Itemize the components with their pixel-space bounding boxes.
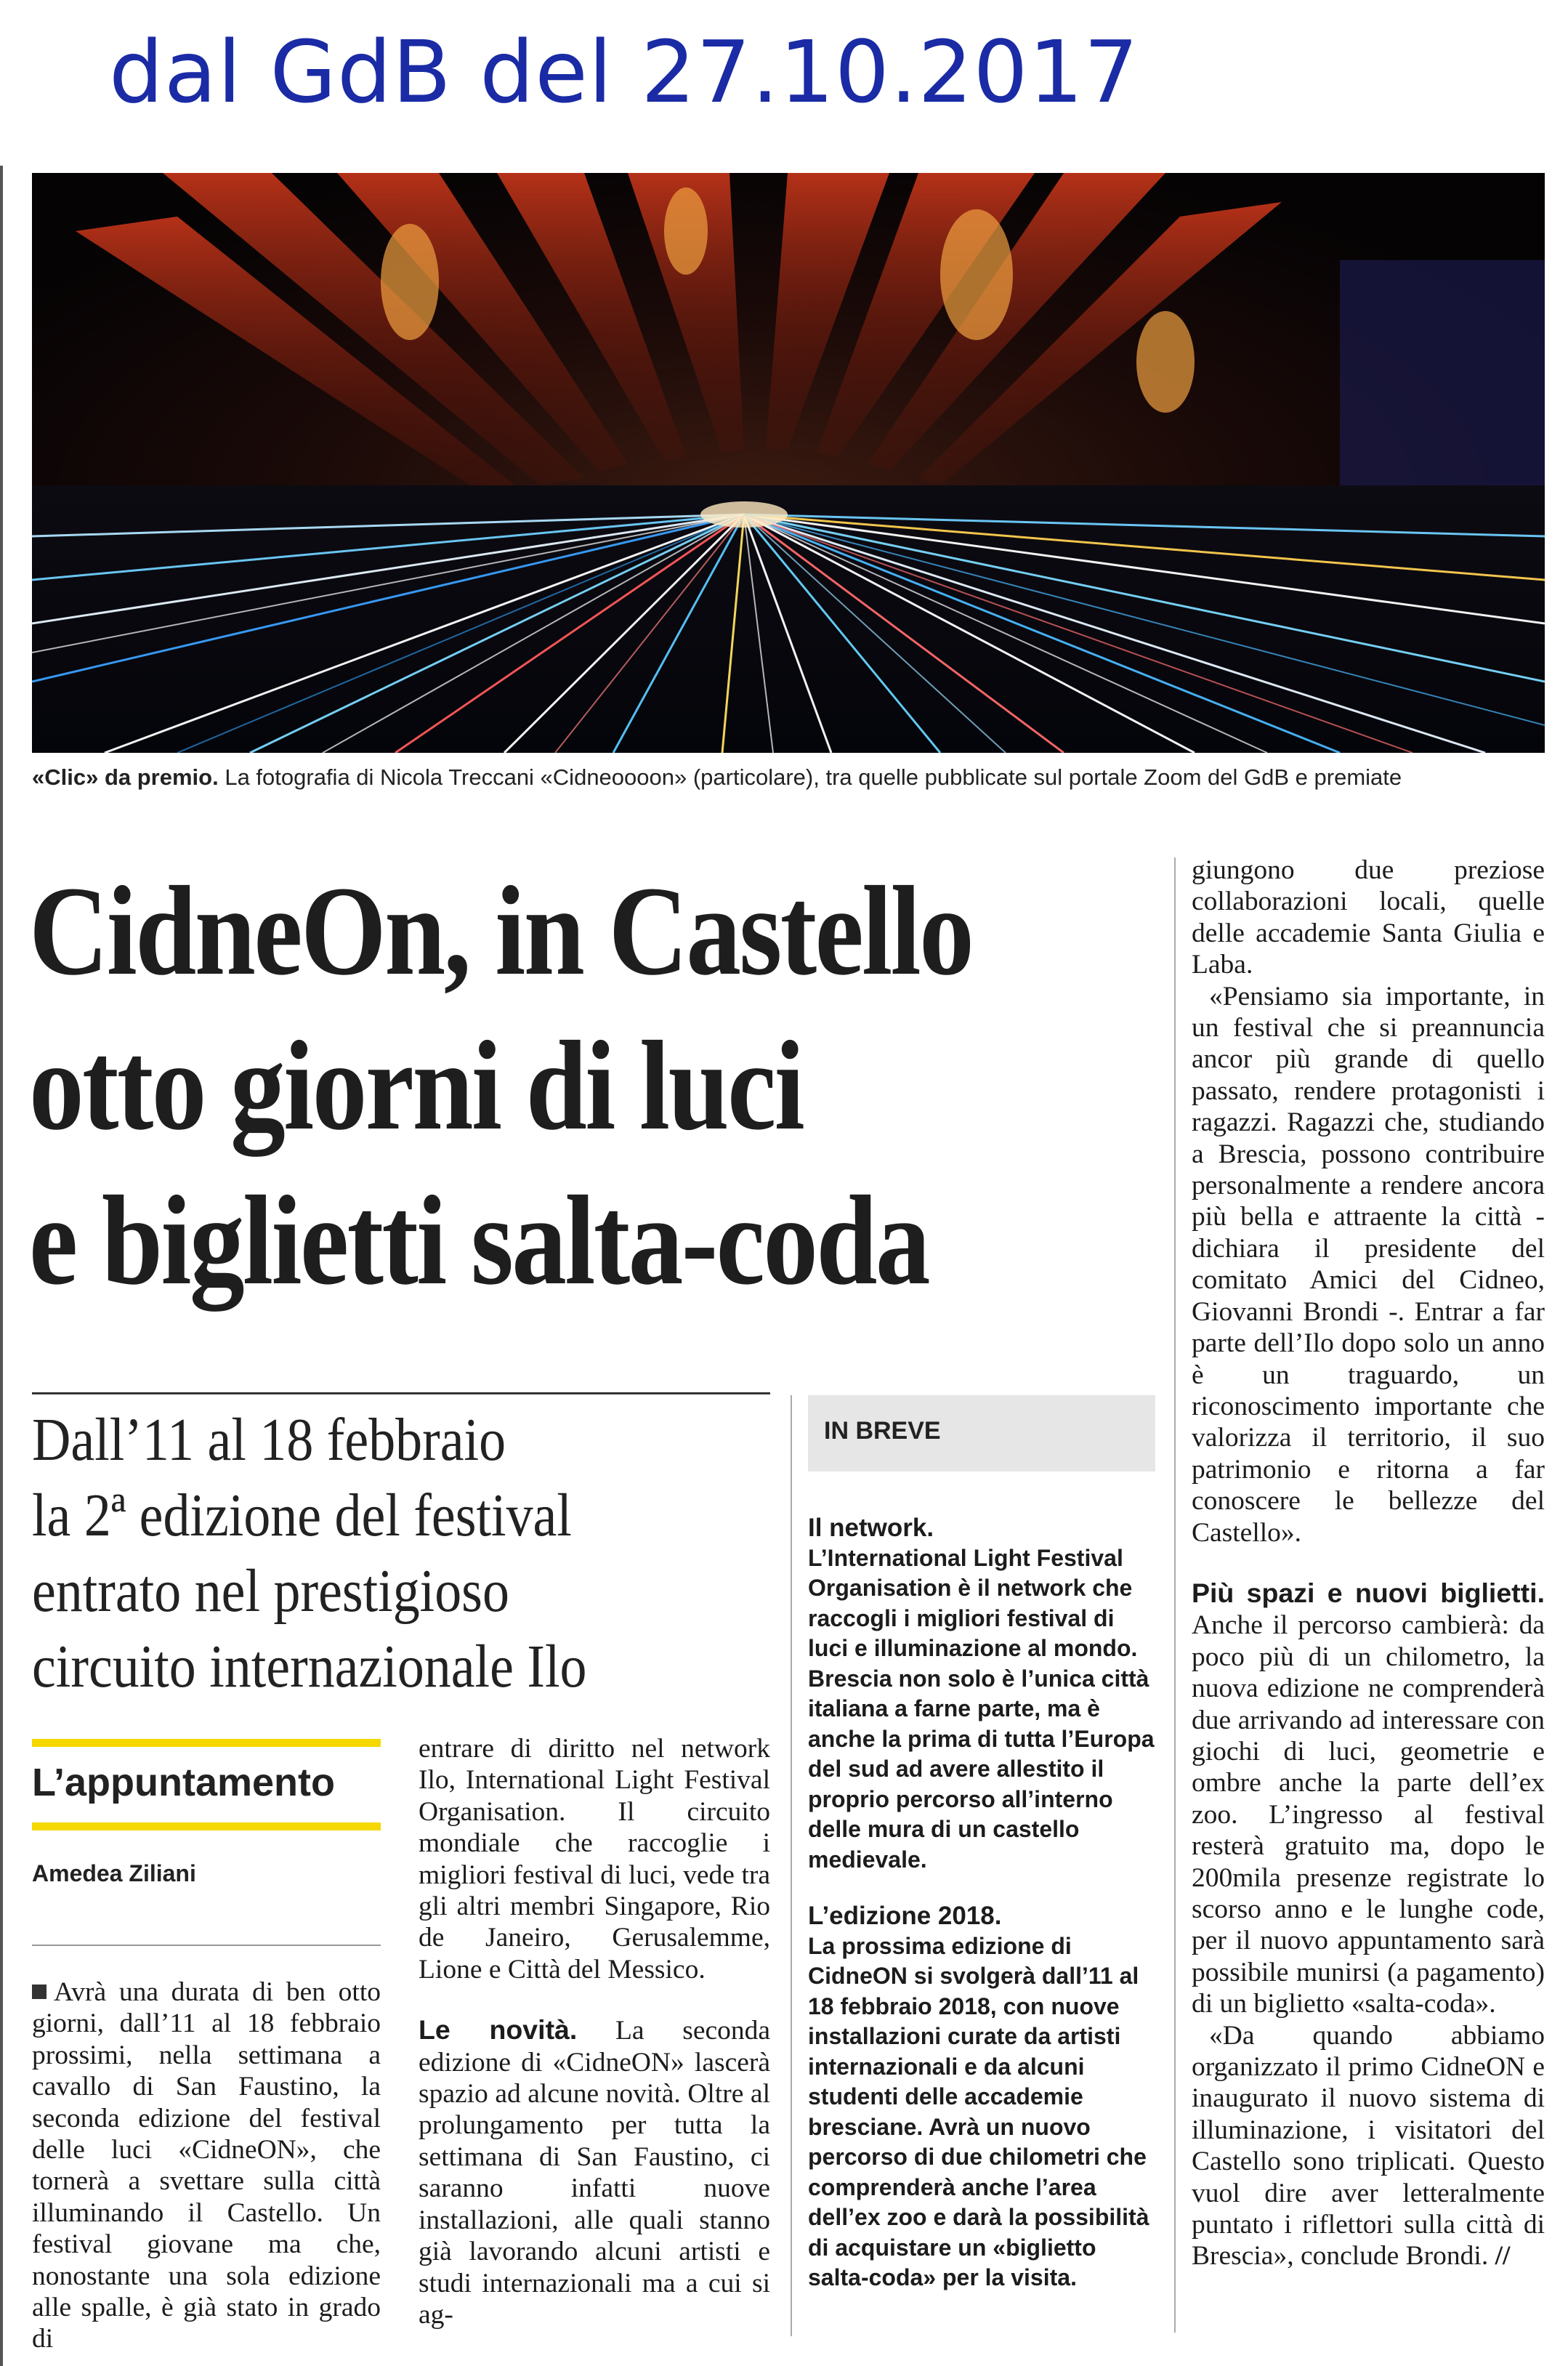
column-2-text-2: La seconda edizione di «CidneON» lascerà spazio ad alcune novità. Oltre al prolungamento per tutta la settimana di San Faustino, ci saranno infatti nuove installazioni, alle quali stanno già lavorando alcuni artisti e studi internazionali ma a cui si ag- [419,2016,770,2330]
in-breve-column [808,1513,1155,2293]
caption-lead: «Clic» da premio. [32,764,219,790]
column-4-lead: Più spazi e nuovi biglietti. [1192,1577,1545,1608]
column-4-para-3: Anche il percorso cambierà: da poco più di un chilometro, la nuova edizione ne comprenderà due arrivando ad interessare con giochi di luci, geometrie e ombre anche la parte dell’ex zoo. L’ingresso al festival resterà gratuito ma, dopo le 200mila presenze registrate lo scorso anno e le lunghe code, per il nuovo appuntamento sarà possibile munirsi (a pagamento) di un biglietto «salta-coda». [1192,1610,1545,2019]
headline-line-1: CidneOn, in Castello [29,860,973,1002]
subhead-line-1: Dall’11 al 18 febbraio [32,1406,506,1474]
end-mark: // [1495,2241,1511,2272]
source-note: dal GdB del 27.10.2017 [109,22,1139,122]
subhead-rule [32,1392,770,1394]
subheadline [32,1402,788,1705]
column-1-text: Avrà una durata di ben otto giorni, dall’11 al 18 febbraio prossimi, nella settimana a cavallo di San Faustino, la seconda edizione del festival delle luci «CidneON», che tornerà a svettare sulla città illuminando il Castello. Un festival giovane ma che, nonostante una sola edizione alle spalle, è già stato in grado di [32,1977,381,2354]
article-photo [32,173,1545,753]
column-4-para-4: «Da quando abbiamo organizzato il primo CidneON e inaugurato il nuovo sistema di illuminazione, i visitatori del Castello sono triplicati. Questo vuol dire aver letteralmente puntato i riflettori sulla città di Brescia», conclude Brondi. [1192,2020,1545,2272]
headline-line-2: otto giorni di luci [29,1015,804,1157]
column-4 [1192,855,1545,2272]
column-1 [32,1977,381,2355]
column-4-para-2: «Pensiamo sia importante, in un festival che si preannuncia ancor più grande di quello passato, rendere protagonisti i ragazzi. Ragazzi che, studiando a Brescia, possono contribuire personalmente a rendere ancora più bella e attraente la città - dichiara il presidente del comitato Amici del Cidneo, Giovanni Brondi -. Entrar a far parte dell’Ilo dopo solo un anno è un traguardo, un riconoscimento importante che valorizza il territorio, il suo patrimonio e ritorna a far conoscere le bellezze del Castello». [1192,981,1545,1548]
start-square-icon [32,1985,47,1999]
column-divider [791,1395,792,2336]
headline-line-3: e biglietti salta-coda [29,1170,929,1312]
column-2 [419,1733,770,2330]
breve-item-1-text: L’International Light Festival Organisation è il network che raccogli i migliori festival di luci e illuminazione al mondo. Brescia non solo è l’unica città italiana a farne parte, ma è anche la prima di tutta l’Europa del sud ad avere allestito il proprio percorso all’interno delle mura di un castello medievale. [808,1544,1155,1873]
photo-caption [32,764,1402,791]
breve-item-2-title: L’edizione 2018. [808,1902,1002,1930]
in-breve-title: IN BREVE [824,1417,941,1445]
section-rule-bottom [32,1822,381,1830]
headline [29,854,1177,1318]
column-4-para-1: giungono due preziose collaborazioni locali, quelle delle accademie Santa Giulia e Laba. [1192,855,1545,980]
byline: Amedea Ziliani [32,1860,196,1886]
subhead-line-4: circuito internazionale Ilo [32,1633,587,1700]
subhead-line-3: entrato nel prestigioso [32,1557,509,1625]
column-divider-right [1174,857,1176,2333]
section-rule-top [32,1739,381,1747]
subhead-line-2: la 2ª edizione del festival [32,1482,572,1549]
column-2-text-1: entrare di diritto nel network Ilo, International Light Festival Organisation. Il circuito mondiale che raccoglie i migliori festival di luci, vede tra gli altri membri Singapore, Rio de Janeiro, Gerusalemme, Lione e Città del Messico. [419,1734,770,1985]
column-2-lead: Le novità. [419,2014,578,2046]
breve-item-2-text: La prossima edizione di CidneON si svolgerà dall’11 al 18 febbraio 2018, con nuove installazioni curate da artisti internazionali e da alcuni studenti delle accademie bresciane. Avrà un nuovo percorso di due chilometri che comprenderà anche l’area dell’ex zoo e darà la possibilità di acquistare un «biglietto salta-coda» per la visita. [808,1932,1149,2290]
section-label: L’appuntamento [32,1761,335,1804]
caption-text: La fotografia di Nicola Treccani «Cidneoooon» (particolare), tra quelle pubblicate sul portale Zoom del GdB e premiate [218,764,1402,790]
breve-item-1-title: Il network. [808,1514,934,1542]
byline-rule [32,1945,381,1946]
page-border [0,166,3,2366]
